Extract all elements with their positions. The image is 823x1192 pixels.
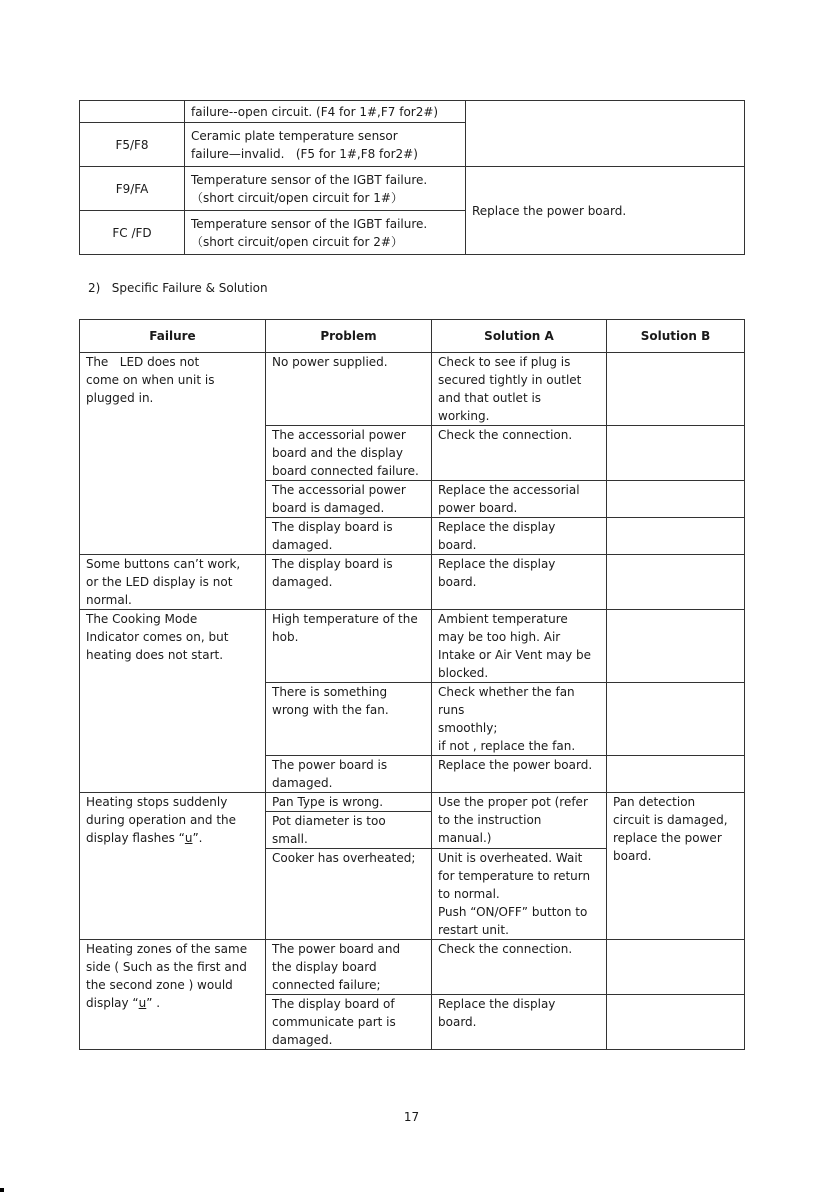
solution-a-cell: Use the proper pot (refer to the instruction manual.) [432,793,607,849]
solution-a-cell: Ambient temperature may be too high. Air Intake or Air Vent may be blocked. [432,610,607,683]
problem-cell: The display board is damaged. [266,555,432,610]
solution-a-cell: Replace the accessorial power board. [432,481,607,518]
failure-cell: Heating stops suddenly during operation and the display flashes “u”. [80,793,266,940]
problem-cell: The accessorial power board and the display board connected failure. [266,426,432,481]
underlined-u: u [184,831,193,845]
failure-cell: The Cooking Mode Indicator comes on, but heating does not start. [80,610,266,793]
solution-b-cell [607,518,745,555]
solution-b-cell [607,353,745,426]
problem-cell: High temperature of the hob. [266,610,432,683]
header-problem: Problem [266,320,432,353]
table-row [80,353,745,426]
problem-cell: Pan Type is wrong. [266,793,432,812]
solution-a-cell: Replace the power board. [432,756,607,793]
fault-description: Temperature sensor of the IGBT failure. （short circuit/open circuit for 1#） [185,167,466,211]
fault-code: F5/F8 [80,123,185,167]
problem-cell: Cooker has overheated; [266,849,432,940]
table-row [80,167,745,211]
fault-solution: Replace the power board. [466,167,745,255]
fault-description: Ceramic plate temperature sensor failure—invalid. (F5 for 1#,F8 for2#) [185,123,466,167]
problem-cell: The power board and the display board connected failure; [266,940,432,995]
corner-mark [0,1188,4,1192]
solution-b-cell [607,756,745,793]
fault-description: Temperature sensor of the IGBT failure. （short circuit/open circuit for 2#） [185,211,466,255]
fault-code: FC /FD [80,211,185,255]
header-solution-a: Solution A [432,320,607,353]
table-row [80,793,745,812]
solution-a-cell: Check to see if plug is secured tightly in outlet and that outlet is working. [432,353,607,426]
solution-b-cell: Pan detection circuit is damaged, replace the power board. [607,793,745,940]
solution-a-cell: Check the connection. [432,940,607,995]
problem-cell: The power board is damaged. [266,756,432,793]
problem-cell: There is something wrong with the fan. [266,683,432,756]
solution-a-cell: Unit is overheated. Wait for temperature to return to normal. Push “ON/OFF” button to restart unit. [432,849,607,940]
solution-b-cell [607,610,745,683]
problem-cell: No power supplied. [266,353,432,426]
fault-solution-empty [466,101,745,167]
solution-b-cell [607,481,745,518]
failure-cell: Heating zones of the same side ( Such as the first and the second zone ) would display “u” . [80,940,266,1050]
solution-b-cell [607,555,745,610]
underlined-u: u [138,996,147,1010]
fault-code [80,101,185,123]
section-heading: 2) Specific Failure & Solution [88,281,268,295]
solution-a-cell: Replace the display board. [432,518,607,555]
problem-cell: Pot diameter is too small. [266,812,432,849]
failure-solution-table [79,319,745,1050]
problem-cell: The display board is damaged. [266,518,432,555]
solution-a-cell: Check the connection. [432,426,607,481]
solution-b-cell [607,683,745,756]
solution-b-cell [607,940,745,995]
solution-b-cell [607,426,745,481]
solution-a-cell: Check whether the fan runs smoothly; if not , replace the fan. [432,683,607,756]
problem-cell: The accessorial power board is damaged. [266,481,432,518]
header-failure: Failure [80,320,266,353]
table-row [80,555,745,610]
solution-b-cell [607,995,745,1050]
failure-cell: The LED does not come on when unit is plugged in. [80,353,266,555]
fault-code: F9/FA [80,167,185,211]
failure-cell: Some buttons can’t work, or the LED display is not normal. [80,555,266,610]
fault-code-table [79,100,745,255]
table-header-row [80,320,745,353]
table-row [80,940,745,995]
fault-description: failure--open circuit. (F4 for 1#,F7 for2#) [185,101,466,123]
table-row [80,101,745,123]
problem-cell: The display board of communicate part is damaged. [266,995,432,1050]
header-solution-b: Solution B [607,320,745,353]
page-number: 17 [403,1110,420,1124]
table-row [80,610,745,683]
solution-a-cell: Replace the display board. [432,555,607,610]
solution-a-cell: Replace the display board. [432,995,607,1050]
